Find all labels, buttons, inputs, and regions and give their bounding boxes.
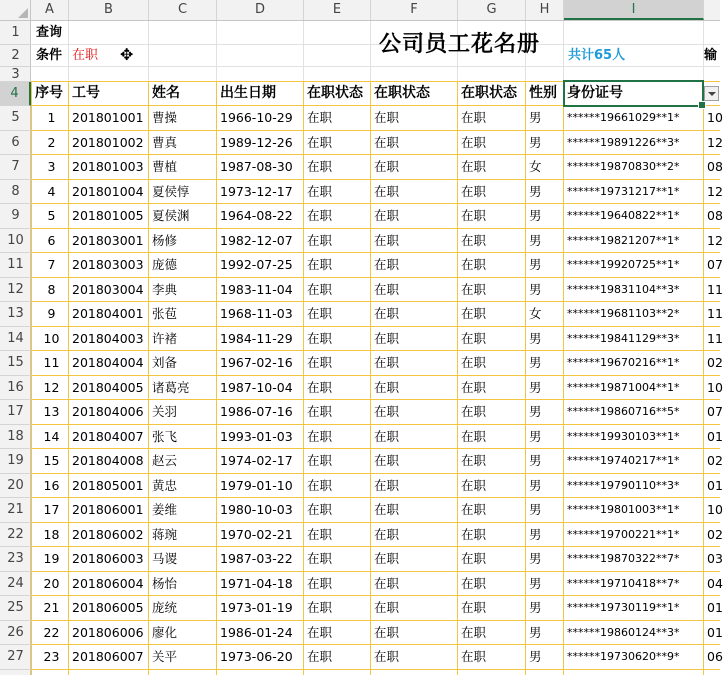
cell-emp-id[interactable]: 201801001: [72, 110, 144, 125]
cell-birthdate[interactable]: 1993-01-03: [220, 428, 293, 444]
cell-index[interactable]: 6: [47, 232, 56, 248]
cell-name[interactable]: 诸葛亮: [152, 379, 190, 395]
cell-status-1[interactable]: 在职: [307, 477, 333, 493]
cell-index[interactable]: 20: [43, 575, 60, 591]
cell-extra[interactable]: 02: [707, 453, 723, 468]
row-header[interactable]: 6: [0, 131, 31, 156]
cell-status-2[interactable]: 在职: [374, 281, 400, 297]
cell-extra[interactable]: 01: [707, 600, 723, 615]
row-header[interactable]: 11: [0, 253, 31, 278]
cell-status-1[interactable]: 在职: [307, 257, 333, 272]
cell-emp-id[interactable]: 201804008: [72, 453, 144, 468]
cell-emp-id[interactable]: 201804006: [72, 404, 144, 419]
cell-gender[interactable]: 男: [529, 502, 542, 517]
cell-gender[interactable]: 男: [529, 330, 542, 346]
cell-id-number[interactable]: ******19821207**1*: [567, 233, 680, 247]
query-label: 查询: [36, 25, 63, 40]
cell-emp-id[interactable]: 201806002: [72, 526, 144, 542]
cell-id-number[interactable]: ******19681103**2*: [567, 307, 680, 320]
cell-name[interactable]: 曹真: [152, 134, 178, 150]
header-status-2: 在职状态: [374, 85, 430, 101]
row-header[interactable]: 26: [0, 621, 31, 646]
cell-name[interactable]: 许褚: [152, 330, 178, 346]
row-header[interactable]: 4: [0, 82, 31, 106]
header-status-1: 在职状态: [307, 85, 363, 101]
cell-gender[interactable]: 男: [529, 208, 542, 223]
cell-status-3[interactable]: 在职: [461, 600, 487, 615]
cell-birthdate[interactable]: 1967-02-16: [220, 355, 293, 370]
cell-extra[interactable]: 06: [707, 649, 723, 664]
cell-status-2[interactable]: 在职: [374, 404, 400, 419]
cell-name[interactable]: 杨修: [152, 232, 178, 248]
cell-status-3[interactable]: 在职: [461, 428, 487, 444]
cell-id-number[interactable]: ******19731217**1*: [567, 184, 680, 198]
cell-status-1[interactable]: 在职: [307, 649, 333, 664]
column-header-e[interactable]: E: [304, 0, 371, 20]
column-header-c[interactable]: C: [149, 0, 217, 20]
cell-status-2[interactable]: 在职: [374, 453, 400, 468]
row-header[interactable]: 12: [0, 278, 31, 303]
cell-birthdate[interactable]: 1979-01-10: [220, 477, 293, 493]
cell-birthdate[interactable]: 1982-12-07: [220, 232, 293, 248]
cell-id-number[interactable]: ******19640822**1*: [567, 209, 680, 222]
cell-gender[interactable]: 男: [529, 453, 542, 468]
cell-status-3[interactable]: 在职: [461, 110, 487, 125]
cell-emp-id[interactable]: 201801002: [72, 134, 144, 150]
cell-status-3[interactable]: 在职: [461, 355, 487, 370]
cell-id-number[interactable]: ******19670216**1*: [567, 356, 680, 369]
cell-status-1[interactable]: 在职: [307, 306, 333, 321]
cell-emp-id[interactable]: 201804003: [72, 330, 144, 346]
cell-status-1[interactable]: 在职: [307, 330, 333, 346]
cell-name[interactable]: 蒋琬: [152, 526, 178, 542]
cell-name[interactable]: 张飞: [152, 428, 178, 444]
cell-index[interactable]: 2: [47, 134, 56, 150]
cell-emp-id[interactable]: 201801003: [72, 159, 144, 174]
cell-status-1[interactable]: 在职: [307, 379, 333, 395]
cell-gender[interactable]: 男: [529, 575, 542, 591]
cell-index[interactable]: 18: [43, 526, 60, 542]
cell-extra[interactable]: 04: [707, 575, 723, 591]
cell-status-2[interactable]: 在职: [374, 208, 400, 223]
cell-birthdate[interactable]: 1986-07-16: [220, 404, 293, 419]
row-header[interactable]: 21: [0, 498, 31, 523]
cell-status-1[interactable]: 在职: [307, 600, 333, 615]
cell-name[interactable]: 廖化: [152, 624, 178, 640]
output-label: 输: [704, 48, 718, 63]
cursor-move-icon: ✥: [120, 45, 134, 64]
row-header[interactable]: 1: [0, 21, 31, 45]
cell-gender[interactable]: 女: [529, 306, 542, 321]
cell-name[interactable]: 李典: [152, 281, 178, 297]
cell-status-3[interactable]: 在职: [461, 575, 487, 591]
column-header-bar: [0, 0, 720, 21]
row-header[interactable]: 9: [0, 204, 31, 229]
cell-emp-id[interactable]: 201803003: [72, 257, 144, 272]
cell-index[interactable]: 3: [47, 159, 56, 174]
cell-gender[interactable]: 男: [529, 257, 542, 272]
header-index: 序号: [35, 85, 63, 101]
cell-id-number[interactable]: ******19730620**9*: [567, 650, 680, 663]
cell-birthdate[interactable]: 1984-11-29: [220, 330, 293, 346]
cell-index[interactable]: 11: [43, 355, 60, 370]
row-header[interactable]: 3: [0, 67, 31, 82]
cell-id-number[interactable]: ******19930103**1*: [567, 429, 680, 443]
cell-index[interactable]: 10: [43, 330, 60, 346]
cell-name[interactable]: 庞统: [152, 600, 178, 615]
sheet-grid[interactable]: [31, 21, 723, 675]
cell-status-1[interactable]: 在职: [307, 159, 333, 174]
cell-name[interactable]: 夏侯惇: [152, 183, 190, 199]
cell-status-3[interactable]: 在职: [461, 477, 487, 493]
cell-status-1[interactable]: 在职: [307, 624, 333, 640]
cell-index[interactable]: 14: [43, 428, 60, 444]
cell-extra[interactable]: 01: [707, 477, 723, 493]
cell-emp-id[interactable]: 201803004: [72, 281, 144, 297]
cell-name[interactable]: 马谡: [152, 551, 178, 566]
cell-status-3[interactable]: 在职: [461, 208, 487, 223]
cell-id-number[interactable]: ******19831104**3*: [567, 282, 680, 296]
cell-status-1[interactable]: 在职: [307, 575, 333, 591]
cell-gender[interactable]: 男: [529, 526, 542, 542]
cell-status-1[interactable]: 在职: [307, 428, 333, 444]
cell-id-number[interactable]: ******19841129**3*: [567, 331, 680, 345]
cell-birthdate[interactable]: 1987-03-22: [220, 551, 293, 566]
cell-status-3[interactable]: 在职: [461, 502, 487, 517]
cell-gender[interactable]: 男: [529, 110, 542, 125]
cell-status-2[interactable]: 在职: [374, 624, 400, 640]
row-header[interactable]: 2: [0, 45, 31, 67]
cell-extra[interactable]: 11: [707, 330, 723, 346]
cell-status-3[interactable]: 在职: [461, 551, 487, 566]
cell-id-number[interactable]: ******19801003**1*: [567, 503, 680, 516]
cell-status-1[interactable]: 在职: [307, 232, 333, 248]
cell-status-3[interactable]: 在职: [461, 257, 487, 272]
row-header[interactable]: 14: [0, 327, 31, 352]
cell-index[interactable]: 23: [43, 649, 60, 664]
cell-gender[interactable]: 男: [529, 649, 542, 664]
row-header[interactable]: 15: [0, 351, 31, 376]
cell-extra[interactable]: 08: [707, 208, 723, 223]
cell-status-2[interactable]: 在职: [374, 526, 400, 542]
cell-status-1[interactable]: 在职: [307, 502, 333, 517]
column-header-j[interactable]: [704, 0, 720, 20]
cell-extra[interactable]: 12: [707, 134, 723, 150]
cell-extra[interactable]: 07: [707, 404, 723, 419]
cell-emp-id[interactable]: 201804005: [72, 379, 144, 395]
cell-birthdate[interactable]: 1971-04-18: [220, 575, 293, 591]
header-emp-id: 工号: [72, 85, 100, 101]
cell-birthdate[interactable]: 1973-06-20: [220, 649, 293, 664]
cell-extra[interactable]: 10: [707, 502, 723, 517]
cell-status-1[interactable]: 在职: [307, 526, 333, 542]
cell-status-1[interactable]: 在职: [307, 110, 333, 125]
row-header[interactable]: 16: [0, 376, 31, 401]
cell-gender[interactable]: 男: [529, 477, 542, 493]
cell-status-3[interactable]: 在职: [461, 330, 487, 346]
cell-id-number[interactable]: ******19860124**3*: [567, 625, 680, 639]
cell-gender[interactable]: 男: [529, 404, 542, 419]
cell-status-3[interactable]: 在职: [461, 183, 487, 199]
cell-id-number[interactable]: ******19710418**7*: [567, 576, 680, 590]
row-header[interactable]: 27: [0, 645, 31, 670]
cell-emp-id[interactable]: 201803001: [72, 232, 144, 248]
cell-status-3[interactable]: 在职: [461, 649, 487, 664]
cell-extra[interactable]: 10: [707, 110, 723, 125]
column-header-i[interactable]: I: [564, 0, 704, 20]
cell-emp-id[interactable]: 201806001: [72, 502, 144, 517]
cell-status-2[interactable]: 在职: [374, 183, 400, 199]
cell-status-3[interactable]: 在职: [461, 134, 487, 150]
cell-status-2[interactable]: 在职: [374, 551, 400, 566]
cell-emp-id[interactable]: 201801005: [72, 208, 144, 223]
cell-index[interactable]: 19: [43, 551, 60, 566]
cell-status-3[interactable]: 在职: [461, 379, 487, 395]
cell-id-number[interactable]: ******19661029**1*: [567, 111, 680, 124]
cell-extra[interactable]: 02: [707, 526, 723, 542]
cell-id-number[interactable]: ******19891226**3*: [567, 135, 680, 149]
cell-extra[interactable]: 02: [707, 355, 723, 370]
row-header-bar: [0, 21, 31, 675]
select-all-button[interactable]: [0, 0, 31, 20]
cell-birthdate[interactable]: 1987-10-04: [220, 379, 293, 395]
cell-birthdate[interactable]: 1964-08-22: [220, 208, 293, 223]
total-count: 共计65人: [568, 48, 626, 63]
column-header-g[interactable]: G: [458, 0, 526, 20]
cell-extra[interactable]: 12: [707, 232, 723, 248]
cell-name[interactable]: 赵云: [152, 453, 178, 468]
cell-index[interactable]: 17: [43, 502, 60, 517]
cell-birthdate[interactable]: 1973-01-19: [220, 600, 293, 615]
cell-id-number[interactable]: ******19870322**7*: [567, 552, 680, 565]
row-header[interactable]: 8: [0, 180, 31, 205]
cell-emp-id[interactable]: 201801004: [72, 183, 144, 199]
cell-emp-id[interactable]: 201804004: [72, 355, 144, 370]
condition-label: 条件: [36, 48, 63, 63]
cell-emp-id[interactable]: 201806007: [72, 649, 144, 664]
cell-status-1[interactable]: 在职: [307, 551, 333, 566]
cell-status-1[interactable]: 在职: [307, 453, 333, 468]
cell-index[interactable]: 4: [47, 183, 56, 199]
cell-birthdate[interactable]: 1989-12-26: [220, 134, 293, 150]
cell-status-2[interactable]: 在职: [374, 306, 400, 321]
cell-birthdate[interactable]: 1968-11-03: [220, 306, 293, 321]
cell-gender[interactable]: 男: [529, 551, 542, 566]
cell-extra[interactable]: 01: [707, 624, 723, 640]
cell-id-number[interactable]: ******19870830**2*: [567, 160, 680, 173]
cell-gender[interactable]: 男: [529, 355, 542, 370]
cell-status-3[interactable]: 在职: [461, 404, 487, 419]
header-status-3: 在职状态: [461, 85, 517, 101]
row-header[interactable]: 5: [0, 106, 31, 131]
row-header[interactable]: 7: [0, 155, 31, 180]
cell-gender[interactable]: 男: [529, 624, 542, 640]
cell-birthdate[interactable]: 1980-10-03: [220, 502, 293, 517]
cell-birthdate[interactable]: 1992-07-25: [220, 257, 293, 272]
cell-birthdate[interactable]: 1987-08-30: [220, 159, 293, 174]
cell-status-2[interactable]: 在职: [374, 110, 400, 125]
page-title: 公司员工花名册: [379, 32, 541, 57]
cell-status-1[interactable]: 在职: [307, 183, 333, 199]
cell-gender[interactable]: 男: [529, 379, 542, 395]
cell-gender[interactable]: 男: [529, 232, 542, 248]
cell-name[interactable]: 关羽: [152, 404, 178, 419]
header-gender: 性别: [529, 85, 557, 101]
column-header-f[interactable]: F: [371, 0, 458, 20]
cell-status-1[interactable]: 在职: [307, 404, 333, 419]
row-header[interactable]: 10: [0, 229, 31, 254]
cell-extra[interactable]: 10: [707, 379, 723, 395]
cell-status-2[interactable]: 在职: [374, 575, 400, 591]
cell-emp-id[interactable]: 201806004: [72, 575, 144, 591]
cell-extra[interactable]: 01: [707, 428, 723, 444]
cell-status-3[interactable]: 在职: [461, 159, 487, 174]
cell-emp-id[interactable]: 201806005: [72, 600, 144, 615]
cell-name[interactable]: 刘备: [152, 355, 178, 370]
cell-status-3[interactable]: 在职: [461, 281, 487, 297]
cell-status-3[interactable]: 在职: [461, 306, 487, 321]
row-header[interactable]: 23: [0, 547, 31, 572]
cell-status-2[interactable]: 在职: [374, 502, 400, 517]
cell-status-2[interactable]: 在职: [374, 649, 400, 664]
cell-birthdate[interactable]: 1973-12-17: [220, 183, 293, 199]
cell-id-number[interactable]: ******19700221**1*: [567, 527, 680, 541]
cell-name[interactable]: 庞德: [152, 257, 178, 272]
cell-index[interactable]: 13: [43, 404, 60, 419]
cell-birthdate[interactable]: 1966-10-29: [220, 110, 293, 125]
cell-index[interactable]: 7: [47, 257, 56, 272]
cell-emp-id[interactable]: 201804001: [72, 306, 144, 321]
cell-extra[interactable]: 07: [707, 257, 723, 272]
cell-emp-id[interactable]: 201806003: [72, 551, 144, 566]
cell-index[interactable]: 16: [43, 477, 60, 493]
cell-gender[interactable]: 男: [529, 600, 542, 615]
cell-id-number[interactable]: ******19790110**3*: [567, 478, 680, 492]
cell-name[interactable]: 曹操: [152, 110, 178, 125]
cell-name[interactable]: 黄忠: [152, 477, 178, 493]
cell-gender[interactable]: 男: [529, 134, 542, 150]
cell-status-2[interactable]: 在职: [374, 159, 400, 174]
column-header-b[interactable]: B: [69, 0, 149, 20]
cell-name[interactable]: 关平: [152, 649, 178, 664]
cell-status-2[interactable]: 在职: [374, 232, 400, 248]
cell-gender[interactable]: 男: [529, 428, 542, 444]
column-header-h[interactable]: H: [526, 0, 564, 20]
row-header[interactable]: 20: [0, 474, 31, 499]
row-header[interactable]: 24: [0, 572, 31, 597]
condition-value[interactable]: 在职: [72, 48, 99, 63]
cell-emp-id[interactable]: 201804007: [72, 428, 144, 444]
cell-birthdate[interactable]: 1974-02-17: [220, 453, 293, 468]
cell-extra[interactable]: 11: [707, 306, 723, 321]
cell-extra[interactable]: 12: [707, 183, 723, 199]
cell-id-number[interactable]: ******19740217**1*: [567, 454, 680, 467]
cell-id-number[interactable]: ******19730119**1*: [567, 601, 680, 614]
cell-extra[interactable]: 08: [707, 159, 723, 174]
row-header[interactable]: 17: [0, 400, 31, 425]
cell-status-2[interactable]: 在职: [374, 428, 400, 444]
cell-name[interactable]: 杨怡: [152, 575, 178, 591]
cell-index[interactable]: 1: [47, 110, 56, 125]
cell-name[interactable]: 曹植: [152, 159, 178, 174]
cell-status-2[interactable]: 在职: [374, 355, 400, 370]
cell-gender[interactable]: 女: [529, 159, 542, 174]
cell-status-2[interactable]: 在职: [374, 330, 400, 346]
cell-status-2[interactable]: 在职: [374, 600, 400, 615]
cell-index[interactable]: 22: [43, 624, 60, 640]
cell-birthdate[interactable]: 1986-01-24: [220, 624, 293, 640]
cell-id-number[interactable]: ******19871004**1*: [567, 380, 680, 394]
header-birthdate: 出生日期: [220, 85, 276, 101]
row-header[interactable]: 25: [0, 596, 31, 621]
cell-status-2[interactable]: 在职: [374, 257, 400, 272]
cell-status-1[interactable]: 在职: [307, 281, 333, 297]
row-header[interactable]: 19: [0, 449, 31, 474]
cell-gender[interactable]: 男: [529, 281, 542, 297]
cell-status-3[interactable]: 在职: [461, 232, 487, 248]
cell-extra[interactable]: 11: [707, 281, 723, 297]
cell-name[interactable]: 张苞: [152, 306, 178, 321]
cell-index[interactable]: 8: [47, 281, 56, 297]
cell-status-2[interactable]: 在职: [374, 134, 400, 150]
cell-status-2[interactable]: 在职: [374, 379, 400, 395]
column-header-a[interactable]: A: [31, 0, 69, 20]
cell-id-number[interactable]: ******19860716**5*: [567, 405, 680, 418]
header-name: 姓名: [152, 85, 180, 101]
column-header-d[interactable]: D: [217, 0, 304, 20]
cell-index[interactable]: 12: [43, 379, 60, 395]
cell-index[interactable]: 5: [47, 208, 56, 223]
row-header[interactable]: 18: [0, 425, 31, 450]
cell-index[interactable]: 21: [43, 600, 60, 615]
dropdown-arrow-icon[interactable]: [704, 86, 719, 101]
cell-name[interactable]: 夏侯渊: [152, 208, 190, 223]
cell-birthdate[interactable]: 1970-02-21: [220, 526, 293, 542]
cell-gender[interactable]: 男: [529, 183, 542, 199]
cell-status-3[interactable]: 在职: [461, 624, 487, 640]
row-header[interactable]: 13: [0, 302, 31, 327]
cell-name[interactable]: 姜维: [152, 502, 178, 517]
cell-emp-id[interactable]: 201806006: [72, 624, 144, 640]
header-id-number: 身份证号: [567, 85, 623, 101]
cell-status-1[interactable]: 在职: [307, 355, 333, 370]
cell-status-1[interactable]: 在职: [307, 134, 333, 150]
row-header[interactable]: 22: [0, 523, 31, 548]
cell-status-1[interactable]: 在职: [307, 208, 333, 223]
active-cell-selection[interactable]: [563, 80, 704, 107]
cell-emp-id[interactable]: 201805001: [72, 477, 144, 493]
cell-status-3[interactable]: 在职: [461, 526, 487, 542]
cell-status-2[interactable]: 在职: [374, 477, 400, 493]
cell-status-3[interactable]: 在职: [461, 453, 487, 468]
cell-id-number[interactable]: ******19920725**1*: [567, 258, 680, 271]
cell-index[interactable]: 9: [47, 306, 56, 321]
cell-extra[interactable]: 03: [707, 551, 723, 566]
cell-birthdate[interactable]: 1983-11-04: [220, 281, 293, 297]
cell-index[interactable]: 15: [43, 453, 60, 468]
